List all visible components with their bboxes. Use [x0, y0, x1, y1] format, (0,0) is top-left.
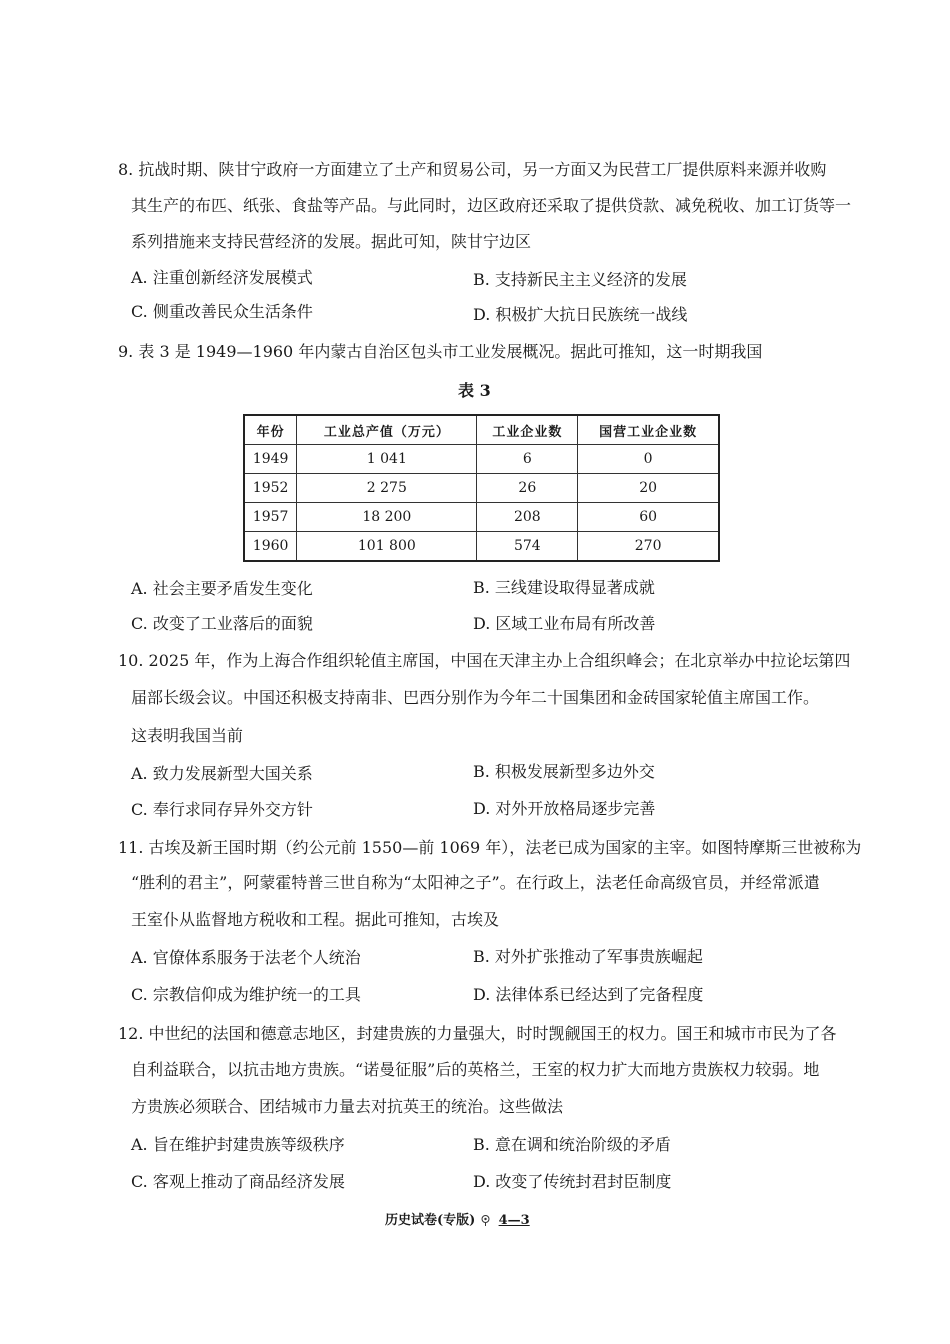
q10-option-c: C. 奉行求同存异外交方针 — [131, 800, 313, 819]
table-cell: 270 — [578, 532, 719, 562]
table-cell: 574 — [477, 532, 578, 562]
q12-stem-line2: 自利益联合，以抗击地方贵族。“诺曼征服”后的英格兰，王室的权力扩大而地方贵族权力较弱。地 — [131, 1060, 820, 1079]
table-row — [244, 474, 719, 503]
q10-stem-line3: 这表明我国当前 — [131, 726, 244, 745]
q9-option-b: B. 三线建设取得显著成就 — [473, 578, 655, 597]
q8-option-c: C. 侧重改善民众生活条件 — [131, 302, 313, 321]
q8-stem-line3: 系列措施来支持民营经济的发展。据此可知，陕甘宁边区 — [131, 232, 532, 251]
table-cell: 2 275 — [297, 474, 477, 503]
q11-option-a: A. 官僚体系服务于法老个人统治 — [131, 948, 361, 967]
industry-table — [243, 414, 720, 562]
q10-option-a: A. 致力发展新型大国关系 — [131, 764, 313, 783]
q9-stem-line1: 9. 表 3 是 1949—1960 年内蒙古自治区包头市工业发展概况。据此可推知，这一时期我国 — [118, 342, 763, 361]
q12-option-c: C. 客观上推动了商品经济发展 — [131, 1172, 345, 1191]
q12-option-b: B. 意在调和统治阶级的矛盾 — [473, 1135, 671, 1154]
q11-stem-line1: 11. 古埃及新王国时期（约公元前 1550—前 1069 年），法老已成为国家的主宰。如图特摩斯三世被称为 — [118, 838, 862, 857]
page-number: 4—3 — [498, 1213, 530, 1228]
table-cell: 208 — [477, 503, 578, 532]
q8-option-d: D. 积极扩大抗日民族统一战线 — [473, 305, 688, 324]
q10-stem-line2: 届部长级会议。中国还积极支持南非、巴西分别作为今年二十国集团和金砖国家轮值主席国工作。 — [131, 688, 820, 707]
q11-option-b: B. 对外扩张推动了军事贵族崛起 — [473, 947, 703, 966]
q12-option-d: D. 改变了传统封君封臣制度 — [473, 1172, 672, 1191]
q8-option-a: A. 注重创新经济发展模式 — [131, 268, 313, 287]
table-header-cell: 年份 — [244, 415, 297, 445]
table-cell: 0 — [578, 445, 719, 474]
table-cell: 1957 — [244, 503, 297, 532]
q11-option-d: D. 法律体系已经达到了完备程度 — [473, 985, 704, 1004]
table-row — [244, 532, 719, 562]
table-cell: 1 041 — [297, 445, 477, 474]
table-row — [244, 445, 719, 474]
q8-stem-line2: 其生产的布匹、纸张、食盐等产品。与此同时，边区政府还采取了提供贷款、减免税收、加工订货等一 — [131, 196, 852, 215]
q10-stem-line1: 10. 2025 年，作为上海合作组织轮值主席国，中国在天津主办上合组织峰会；在北京举办中拉论坛第四 — [118, 651, 851, 670]
q8-option-b: B. 支持新民主主义经济的发展 — [473, 270, 687, 289]
q12-stem-line3: 方贵族必须联合、团结城市力量去对抗英王的统治。这些做法 — [131, 1097, 564, 1116]
table-header-cell: 工业企业数 — [477, 415, 578, 445]
q9-option-a: A. 社会主要矛盾发生变化 — [131, 579, 313, 598]
table-caption: 表 3 — [458, 381, 491, 400]
pin-icon — [481, 1215, 490, 1226]
table-header-cell: 国营工业企业数 — [578, 415, 719, 445]
table-header-row — [244, 415, 719, 445]
table-row — [244, 503, 719, 532]
table-cell: 1960 — [244, 532, 297, 562]
table-cell: 1949 — [244, 445, 297, 474]
table-cell: 26 — [477, 474, 578, 503]
q11-stem-line3: 王室仆从监督地方税收和工程。据此可推知，古埃及 — [131, 910, 500, 929]
table-cell: 1952 — [244, 474, 297, 503]
table-header-cell: 工业总产值（万元） — [297, 415, 477, 445]
q10-option-b: B. 积极发展新型多边外交 — [473, 762, 655, 781]
q12-stem-line1: 12. 中世纪的法国和德意志地区，封建贵族的力量强大，时时觊觎国王的权力。国王和城市市民为了各 — [118, 1024, 837, 1043]
q12-option-a: A. 旨在维护封建贵族等级秩序 — [131, 1135, 345, 1154]
table-cell: 101 800 — [297, 532, 477, 562]
q11-option-c: C. 宗教信仰成为维护统一的工具 — [131, 985, 361, 1004]
table-cell: 20 — [578, 474, 719, 503]
q9-option-d: D. 区域工业布局有所改善 — [473, 614, 656, 633]
q8-stem-line1: 8. 抗战时期、陕甘宁政府一方面建立了土产和贸易公司，另一方面又为民营工厂提供原料来源并收购 — [118, 160, 827, 179]
table-cell: 18 200 — [297, 503, 477, 532]
footer-title: 历史试卷(专版) — [385, 1213, 476, 1228]
page-footer — [385, 1209, 530, 1228]
q10-option-d: D. 对外开放格局逐步完善 — [473, 799, 656, 818]
q11-stem-line2: “胜利的君主”，阿蒙霍特普三世自称为“太阳神之子”。在行政上，法老任命高级官员，并经常派遣 — [131, 873, 820, 892]
q9-option-c: C. 改变了工业落后的面貌 — [131, 614, 313, 633]
table-cell: 6 — [477, 445, 578, 474]
table-cell: 60 — [578, 503, 719, 532]
